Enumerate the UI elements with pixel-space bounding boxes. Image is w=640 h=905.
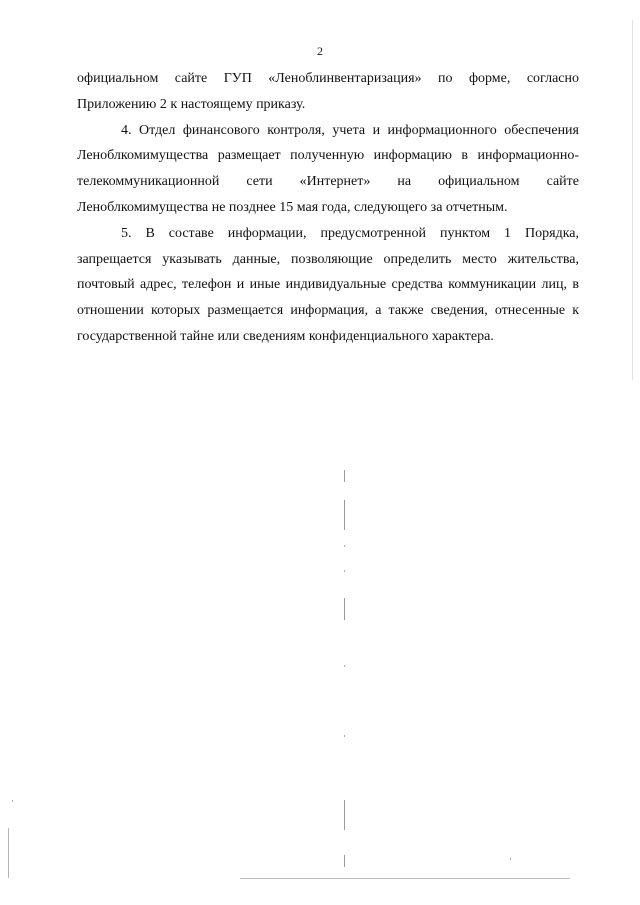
scan-dot-mark	[344, 735, 345, 737]
scan-line-mark	[344, 500, 345, 530]
scan-edge-mark	[8, 828, 9, 878]
paragraph-continuation: официальном сайте ГУП «Леноблинвентаризация» по форме, согласно Приложению 2 к настоящему приказу.	[77, 71, 579, 112]
scan-dot-mark	[344, 545, 345, 547]
scan-line-mark	[344, 800, 345, 830]
paragraph-item-5: 5. В составе информации, предусмотренной пунктом 1 Порядка, запрещается указывать данные, позволяющие определить место жительства, почтовый адрес, телефон и иные индивидуальные средства коммуникации лиц, в отношении которых размещается информация, а также сведения, отнесенные к государственной тайне или сведениям конфиденциального характера.	[77, 225, 579, 344]
scan-dot-mark	[510, 858, 511, 860]
scan-bottom-line	[240, 878, 570, 879]
scan-line-mark	[344, 598, 345, 620]
scan-dot-mark	[12, 800, 13, 802]
scan-edge-mark	[632, 20, 633, 380]
scan-line-mark	[344, 470, 345, 482]
scan-line-mark	[344, 855, 345, 867]
paragraph-item-4: 4. Отдел финансового контроля, учета и информационного обеспечения Леноблкомимущества размещает полученную информацию в информационно-телекоммуникационной сети «Интернет» на официальном сайте Леноблкомимущества не позднее 15 мая года, следующего за отчетным.	[77, 122, 579, 215]
scan-dot-mark	[344, 570, 345, 572]
document-body	[77, 66, 579, 350]
page-number: 2	[317, 44, 323, 58]
scan-dot-mark	[344, 665, 345, 667]
